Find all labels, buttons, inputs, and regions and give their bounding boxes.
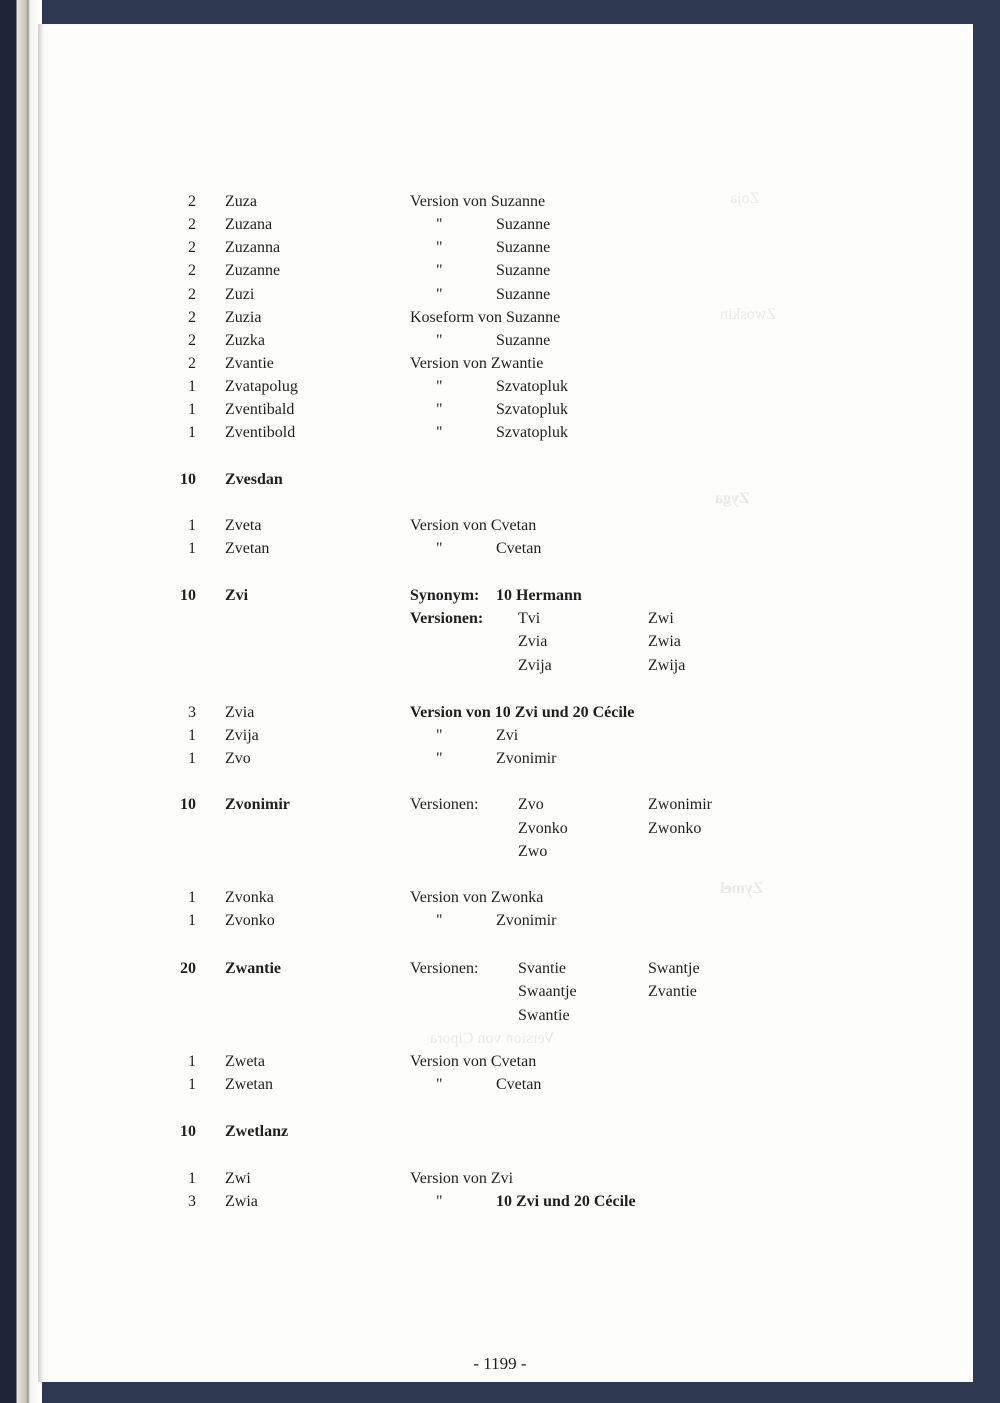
show-through-text: Zoja	[730, 190, 760, 207]
entry-name: Zventibold	[225, 424, 296, 441]
entry-reference: Suzanne	[496, 239, 551, 256]
entry-number: 10	[180, 471, 196, 488]
entry-name: Zvonko	[225, 912, 275, 929]
entry-number: 1	[188, 540, 196, 557]
entry-name: Zwi	[225, 1170, 251, 1187]
show-through-text: Version von Cipora	[430, 1030, 555, 1047]
entry-reference: Szvatopluk	[496, 401, 568, 418]
entry-number: 1	[188, 1076, 196, 1093]
entry-reference: Suzanne	[496, 286, 551, 303]
entry-row-main	[0, 585, 1000, 607]
entry-name: Zveta	[225, 517, 262, 534]
entry-row	[0, 284, 1000, 306]
ditto-mark: "	[436, 216, 443, 233]
entry-row	[0, 910, 1000, 932]
entry-row-continued	[0, 631, 1000, 653]
entry-name: Zuza	[225, 193, 257, 210]
entry-row-continued	[0, 841, 1000, 863]
ditto-mark: "	[436, 401, 443, 418]
entry-description: Version von Zwonka	[410, 889, 544, 906]
entry-row	[0, 1074, 1000, 1096]
entry-row-continued	[0, 655, 1000, 677]
entry-number: 2	[188, 262, 196, 279]
entry-row	[0, 330, 1000, 352]
entry-reference: Zwo	[518, 843, 548, 860]
entry-number: 20	[180, 960, 196, 977]
entry-description: Versionen:	[410, 796, 479, 813]
entry-reference: Zvonimir	[496, 912, 557, 929]
entry-name: Zuzanne	[225, 262, 281, 279]
entry-row	[0, 214, 1000, 236]
entry-name: Zvantie	[225, 355, 274, 372]
entry-variant: Zwia	[648, 633, 681, 650]
entry-name: Zwetlanz	[225, 1123, 289, 1140]
entry-reference: Zvi	[496, 727, 519, 744]
entry-description: Synonym:	[410, 587, 480, 604]
ditto-mark: "	[436, 912, 443, 929]
entry-number: 1	[188, 889, 196, 906]
entry-reference: Tvi	[518, 610, 541, 627]
entry-number: 2	[188, 193, 196, 210]
entry-name: Zuzi	[225, 286, 255, 303]
entry-reference: Cvetan	[496, 1076, 542, 1093]
entry-description: Version von Cvetan	[410, 1053, 537, 1070]
entry-description: Versionen:	[410, 960, 479, 977]
entry-row	[0, 748, 1000, 770]
entry-reference: Zvonko	[518, 820, 568, 837]
entry-variant: Zwija	[648, 657, 686, 674]
show-through-text: Zwoskin	[720, 306, 776, 323]
entry-number: 10	[180, 796, 196, 813]
entry-reference: Zvonimir	[496, 750, 557, 767]
entry-description: Version von Suzanne	[410, 193, 546, 210]
entry-row	[0, 887, 1000, 909]
entry-reference: Suzanne	[496, 262, 551, 279]
entry-description: Version von Cvetan	[410, 517, 537, 534]
ditto-mark: "	[436, 262, 443, 279]
entry-reference: Zvo	[518, 796, 544, 813]
entry-number: 1	[188, 424, 196, 441]
ditto-mark: "	[436, 1193, 443, 1210]
entry-row	[0, 237, 1000, 259]
entry-number: 2	[188, 309, 196, 326]
entry-row	[0, 1191, 1000, 1213]
entry-name: Zvonka	[225, 889, 274, 906]
ditto-mark: "	[436, 332, 443, 349]
entry-reference: Swaantje	[518, 983, 577, 1000]
entry-number: 1	[188, 1053, 196, 1070]
entry-row	[0, 307, 1000, 329]
entry-row	[0, 515, 1000, 537]
entry-number: 10	[180, 587, 196, 604]
entry-name: Zwantie	[225, 960, 281, 977]
entry-row	[0, 422, 1000, 444]
entry-description: Version von Zwantie	[410, 355, 544, 372]
entry-row	[0, 1051, 1000, 1073]
entry-reference: Szvatopluk	[496, 378, 568, 395]
entry-row	[0, 1168, 1000, 1190]
entry-number: 2	[188, 239, 196, 256]
entry-name: Zuzka	[225, 332, 265, 349]
entry-variant: Zvantie	[648, 983, 697, 1000]
entry-name: Zvonimir	[225, 796, 290, 813]
entry-variant: Zwonko	[648, 820, 702, 837]
entry-name: Zweta	[225, 1053, 265, 1070]
entry-row-continued	[0, 1005, 1000, 1027]
entry-row-continued	[0, 818, 1000, 840]
entry-name: Zuzanna	[225, 239, 281, 256]
entry-row-continued	[0, 981, 1000, 1003]
entry-reference: 10 Zvi und 20 Cécile	[496, 1193, 636, 1210]
entry-row-main	[0, 1121, 1000, 1143]
ditto-mark: "	[436, 378, 443, 395]
entry-reference: Szvatopluk	[496, 424, 568, 441]
entry-row-main	[0, 958, 1000, 980]
ditto-mark: "	[436, 727, 443, 744]
entry-name: Zvatapolug	[225, 378, 298, 395]
entry-variant: Swantje	[648, 960, 700, 977]
entry-number: 1	[188, 378, 196, 395]
entry-name: Zuzana	[225, 216, 273, 233]
entry-reference: 10 Hermann	[496, 587, 582, 604]
entry-number: 2	[188, 355, 196, 372]
entry-number: 1	[188, 517, 196, 534]
entry-reference: Zvija	[518, 657, 552, 674]
entry-number: 1	[188, 912, 196, 929]
ditto-mark: "	[436, 286, 443, 303]
entry-number: 1	[188, 401, 196, 418]
entry-row	[0, 353, 1000, 375]
entry-description: Version von Zvi	[410, 1170, 514, 1187]
entry-row-main	[0, 794, 1000, 816]
entry-row	[0, 260, 1000, 282]
show-through-text: Zymel	[720, 880, 764, 897]
entry-variant: Zwonimir	[648, 796, 712, 813]
entry-number: 3	[188, 1193, 196, 1210]
entry-row	[0, 725, 1000, 747]
entry-name: Zwetan	[225, 1076, 273, 1093]
entry-name: Zvija	[225, 727, 259, 744]
entry-number: 1	[188, 750, 196, 767]
ditto-mark: "	[436, 750, 443, 767]
entry-name: Zuzia	[225, 309, 262, 326]
entry-reference: Suzanne	[496, 332, 551, 349]
entry-number: 1	[188, 727, 196, 744]
entry-number: 1	[188, 1170, 196, 1187]
entry-name: Zwia	[225, 1193, 258, 1210]
entry-reference: Swantie	[518, 1007, 570, 1024]
ditto-mark: "	[436, 424, 443, 441]
entry-row-main	[0, 469, 1000, 491]
entry-reference: Svantie	[518, 960, 566, 977]
entry-variant: Zwi	[648, 610, 674, 627]
entry-reference: Zvia	[518, 633, 548, 650]
entry-reference: Suzanne	[496, 216, 551, 233]
entry-row	[0, 399, 1000, 421]
ditto-mark: "	[436, 1076, 443, 1093]
entry-name: Zvesdan	[225, 471, 283, 488]
entry-number: 2	[188, 216, 196, 233]
entry-row	[0, 538, 1000, 560]
entry-row	[0, 191, 1000, 213]
ditto-mark: "	[436, 239, 443, 256]
entry-row	[0, 702, 1000, 724]
entry-name: Zvi	[225, 587, 249, 604]
entry-row	[0, 376, 1000, 398]
entry-name: Zvo	[225, 750, 251, 767]
entry-number: 3	[188, 704, 196, 721]
entry-reference: Cvetan	[496, 540, 542, 557]
entry-number: 10	[180, 1123, 196, 1140]
entry-number: 2	[188, 286, 196, 303]
show-through-text: Zyga	[715, 490, 750, 507]
entry-name: Zvia	[225, 704, 255, 721]
entry-number: 2	[188, 332, 196, 349]
ditto-mark: "	[436, 540, 443, 557]
page-number: - 1199 -	[473, 1354, 527, 1373]
entry-row-continued	[0, 608, 1000, 630]
entry-description: Version von 10 Zvi und 20 Cécile	[410, 704, 635, 721]
entry-name: Zvetan	[225, 540, 270, 557]
entry-description: Versionen:	[410, 610, 484, 627]
entry-name: Zventibald	[225, 401, 295, 418]
entry-description: Koseform von Suzanne	[410, 309, 561, 326]
